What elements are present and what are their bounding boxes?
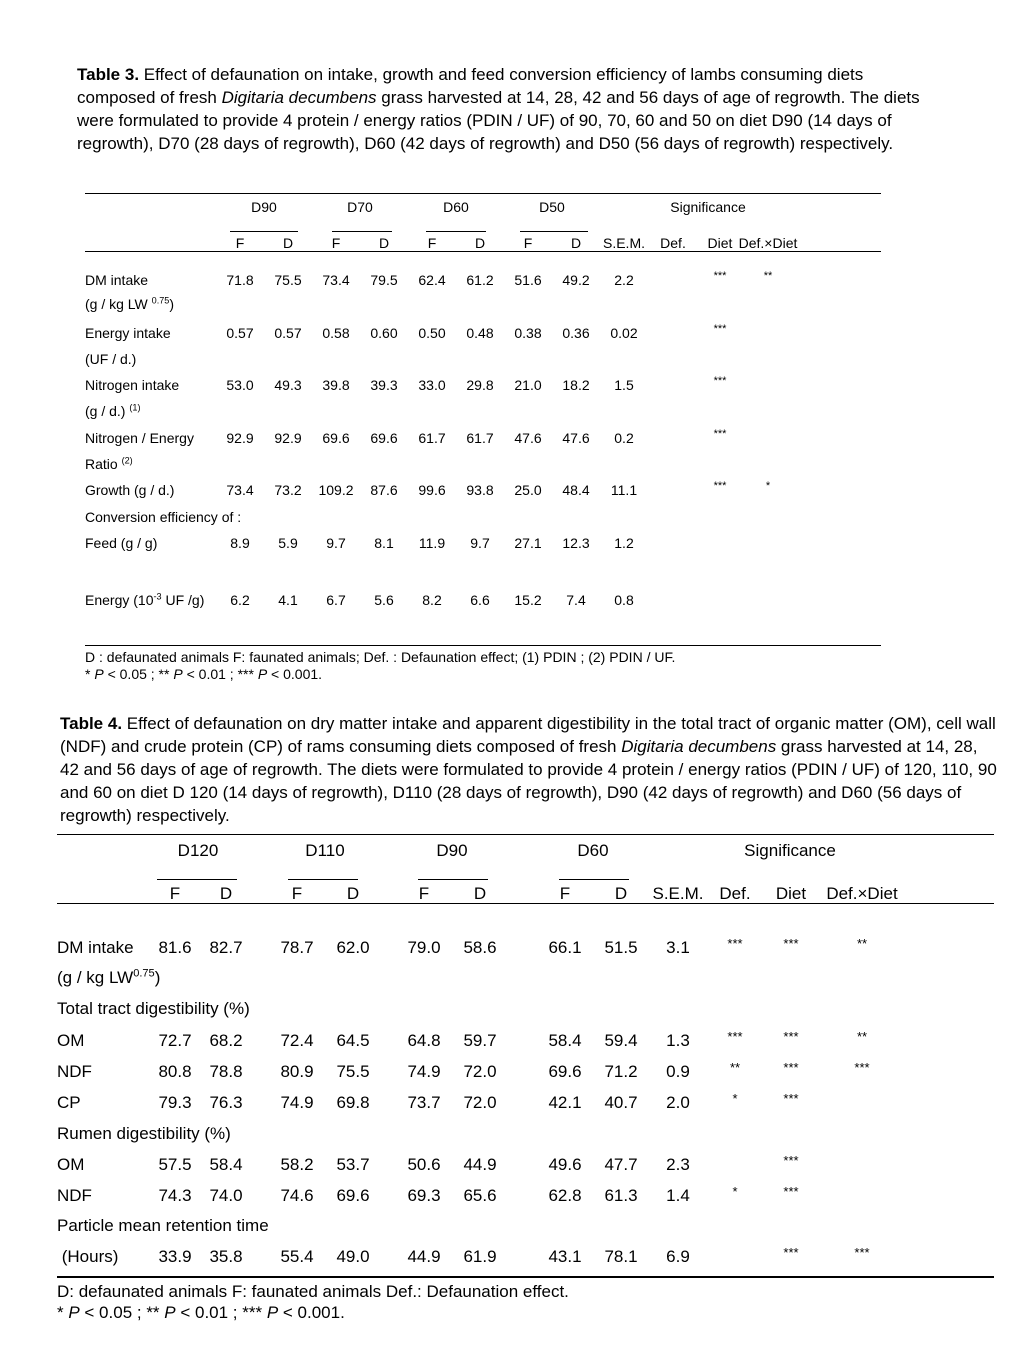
table3-caption-species: Digitaria decumbens: [221, 88, 377, 107]
table4-subheader: F: [559, 884, 571, 903]
table4-significance-defxdiet: ***: [854, 1245, 870, 1260]
table4-row-label: (Hours): [57, 1247, 119, 1266]
table4-significance-def: ***: [727, 936, 743, 951]
table4-cell: 64.8: [407, 1031, 441, 1050]
table4-row-label: CP: [57, 1093, 81, 1112]
table4-significance-def: *: [732, 1184, 738, 1199]
table4-cell: 58.6: [463, 938, 497, 957]
table3-cell: 62.4: [418, 272, 446, 288]
table3-subheader: D: [378, 235, 390, 251]
table4-cell: 69.3: [407, 1186, 441, 1205]
table3-subheader: S.E.M.: [602, 235, 646, 251]
table4-cell: 6.9: [666, 1247, 690, 1266]
table3-cell: 109.2: [318, 482, 354, 498]
table4-cell: 40.7: [604, 1093, 638, 1112]
table3-cell: 6.6: [470, 592, 490, 608]
table3-cell: 0.36: [562, 325, 590, 341]
table4-cell: 80.9: [280, 1062, 314, 1081]
table4-subheader: Diet: [775, 884, 807, 903]
table3-cell: 33.0: [418, 377, 446, 393]
table4-cell: 64.5: [336, 1031, 370, 1050]
table3-row-unit: Ratio $^{(2)}$: [85, 455, 133, 472]
table3-cell: 0.60: [370, 325, 398, 341]
table4-cell: 72.7: [158, 1031, 192, 1050]
table4-significance-diet: ***: [783, 1091, 799, 1106]
table3-group-d60: D60: [443, 199, 469, 215]
table4-cell: 47.7: [604, 1155, 638, 1174]
table3-group-underline: [520, 231, 588, 232]
table4-significance-diet: ***: [783, 1060, 799, 1075]
table3-cell: 6.7: [326, 592, 346, 608]
table3-cell: 2.2: [614, 272, 634, 288]
table3-row-label: Energy ($10^{-3}$ UF /g): [85, 591, 205, 608]
table3-cell: 61.7: [466, 430, 494, 446]
table4-subheader: D: [219, 884, 233, 903]
table3-cell: 69.6: [370, 430, 398, 446]
table4-cell: 78.8: [209, 1062, 243, 1081]
table4-group-underline: [157, 879, 237, 880]
table3-cell: 53.0: [226, 377, 254, 393]
table3-cell: 0.58: [322, 325, 350, 341]
table4-section-label: Particle mean retention time: [57, 1216, 269, 1235]
table4-significance-diet: ***: [783, 1245, 799, 1260]
table3-row-label: Growth (g / d.): [85, 482, 175, 498]
table4-group-d120: D120: [177, 841, 219, 860]
table3-group-underline: [332, 231, 392, 232]
table3-subheader: F: [523, 235, 533, 251]
table3-group-d90: D90: [251, 199, 277, 215]
table4-subheader: Def.×Diet: [826, 884, 898, 903]
table4-group-underline: [418, 879, 488, 880]
table3-cell: 9.7: [470, 535, 490, 551]
table3-row-unit: (g / kg LW $^{0.75}$): [85, 295, 175, 312]
table4-caption-species: Digitaria decumbens: [621, 737, 777, 756]
table4-subheader: F: [291, 884, 303, 903]
table4-cell: 58.4: [209, 1155, 243, 1174]
table3-cell: 11.9: [418, 535, 446, 551]
table4-cell: 65.6: [463, 1186, 497, 1205]
table3-row-label: Energy intake: [85, 325, 171, 341]
table3-subheader: Diet: [707, 235, 733, 251]
table3-significance-header: Significance: [670, 199, 746, 215]
table4-group-underline: [559, 879, 629, 880]
table4-cell: 78.7: [280, 938, 314, 957]
table3-subheader: F: [331, 235, 341, 251]
table3-cell: 15.2: [514, 592, 542, 608]
table3-cell: 49.3: [274, 377, 302, 393]
table4-significance-def: ***: [727, 1029, 743, 1044]
table4-cell: 42.1: [548, 1093, 582, 1112]
table4-significance-diet: ***: [783, 1153, 799, 1168]
table4-cell: 74.9: [407, 1062, 441, 1081]
table4-cell: 62.8: [548, 1186, 582, 1205]
table4-cell: 44.9: [463, 1155, 497, 1174]
table4-significance-defxdiet: **: [856, 936, 868, 951]
table3-subheader: F: [235, 235, 245, 251]
table3-cell: 5.6: [374, 592, 394, 608]
table3-subheader: D: [474, 235, 486, 251]
table4-cell: 79.3: [158, 1093, 192, 1112]
table3-cell: 75.5: [274, 272, 302, 288]
table3-row-label: Feed (g / g): [85, 535, 158, 551]
table4-subheader: S.E.M.: [652, 884, 704, 903]
table4-cell: 69.6: [548, 1062, 582, 1081]
table4-cell: 57.5: [158, 1155, 192, 1174]
table4-significance-def: *: [732, 1091, 738, 1106]
table3-cell: 29.8: [466, 377, 494, 393]
table4-cell: 71.2: [604, 1062, 638, 1081]
table3-cell: 73.2: [274, 482, 302, 498]
table3-cell: 25.0: [514, 482, 542, 498]
table4-top-rule: [57, 834, 994, 835]
table4-cell: 35.8: [209, 1247, 243, 1266]
table3-cell: 11.1: [610, 482, 638, 498]
table3-significance-defxdiet: **: [763, 270, 773, 282]
table3-cell: 1.2: [614, 535, 634, 551]
table3-subheader: D: [282, 235, 294, 251]
table3-cell: 8.2: [422, 592, 442, 608]
table3-cell: 27.1: [514, 535, 542, 551]
table4-cell: 50.6: [407, 1155, 441, 1174]
table4-cell: 3.1: [666, 938, 690, 957]
table4-caption: [60, 712, 1000, 827]
table4-group-d60: D60: [577, 841, 609, 860]
table4-row-label: DM intake: [57, 938, 134, 957]
table3-row-label: DM intake: [85, 272, 149, 288]
table3-significance-diet: ***: [713, 480, 727, 492]
table3-cell: 79.5: [370, 272, 398, 288]
table3-cell: 48.4: [562, 482, 590, 498]
table3-bottom-rule: [85, 645, 881, 646]
table3-group-underline: [230, 231, 298, 232]
table3-significance-diet: ***: [713, 375, 727, 387]
table4-cell: 49.0: [336, 1247, 370, 1266]
table3-cell: 93.8: [466, 482, 494, 498]
table3-cell: 49.2: [562, 272, 590, 288]
table4-significance-note: * P < 0.05 ; ** P < 0.01 ; *** P < 0.001.: [57, 1303, 345, 1322]
table3-cell: 0.02: [610, 325, 638, 341]
table3-cell: 47.6: [562, 430, 590, 446]
table4-cell: 44.9: [407, 1247, 441, 1266]
table4-row-label: NDF: [57, 1186, 92, 1205]
table3-cell: 6.2: [230, 592, 250, 608]
table3-subheader: F: [427, 235, 437, 251]
table3-cell: 39.3: [370, 377, 398, 393]
table3-cell: 5.9: [278, 535, 298, 551]
table4-cell: 82.7: [209, 938, 243, 957]
table3-cell: 92.9: [274, 430, 302, 446]
table4-significance-header: Significance: [744, 841, 836, 860]
table3-row-label: Nitrogen / Energy: [85, 430, 194, 446]
table3-caption-text-1: Effect of defaunation on intake, growth and feed conversion efficiency of lambs consuming diets composed of fresh: [77, 65, 864, 107]
table3-subheader: Def.: [660, 235, 686, 251]
table3-cell: 0.8: [614, 592, 634, 608]
table4-caption-label: Table 4.: [60, 714, 123, 733]
table3-cell: 69.6: [322, 430, 350, 446]
table4-cell: 68.2: [209, 1031, 243, 1050]
table4-significance-def: **: [729, 1060, 741, 1075]
table4-cell: 51.5: [604, 938, 638, 957]
table4-cell: 72.0: [463, 1093, 497, 1112]
table3-cell: 8.9: [230, 535, 250, 551]
table4-subheader: D: [473, 884, 487, 903]
table4-row-label: NDF: [57, 1062, 92, 1081]
table3-cell: 21.0: [514, 377, 542, 393]
table3-significance-note: * P < 0.05 ; ** P < 0.01 ; *** P < 0.001.: [85, 666, 323, 682]
table4-cell: 53.7: [336, 1155, 370, 1174]
table3-caption: [77, 63, 937, 155]
table3-significance-diet: ***: [713, 323, 727, 335]
table4-subheader: F: [169, 884, 181, 903]
table4-subheader: D: [614, 884, 628, 903]
table4-cell: 73.7: [407, 1093, 441, 1112]
table3-cell: 71.8: [226, 272, 254, 288]
table3-cell: 92.9: [226, 430, 254, 446]
table4-caption-text-2: grass harvested at 14, 28, 42 and 56 days of age of regrowth. The diets were formulated to provide 4 protein / energy ratios (PDIN / UF) of 120, 110, 90 and 60 on diet D 120 (14 days of regrowth), D110 (28 days of regrowth), D90 (42 days of regrowth) and D60 (56 days of regrowth) respectively.: [60, 737, 997, 825]
table4-cell: 78.1: [604, 1247, 638, 1266]
table3-header-rule: [85, 251, 881, 252]
table4-cell: 72.0: [463, 1062, 497, 1081]
table4-significance-defxdiet: **: [856, 1029, 868, 1044]
table3-cell: 61.7: [418, 430, 446, 446]
table4-section-label: Total tract digestibility (%): [57, 999, 250, 1018]
table3-cell: 9.7: [326, 535, 346, 551]
table3-group-d70: D70: [347, 199, 373, 215]
table3-cell: 51.6: [514, 272, 542, 288]
table4-cell: 74.9: [280, 1093, 314, 1112]
table3-group-d50: D50: [539, 199, 565, 215]
table4-cell: 74.0: [209, 1186, 243, 1205]
table3-group-underline: [426, 231, 486, 232]
table3-significance-diet: ***: [713, 428, 727, 440]
table3-top-rule: [85, 193, 881, 194]
table4-bottom-rule: [57, 1276, 994, 1278]
table3-cell: 18.2: [562, 377, 590, 393]
table3-cell: 7.4: [566, 592, 586, 608]
table4-cell: 43.1: [548, 1247, 582, 1266]
table4-cell: 72.4: [280, 1031, 314, 1050]
table4-cell: 1.4: [666, 1186, 690, 1205]
table4-cell: 79.0: [407, 938, 441, 957]
table4-cell: 81.6: [158, 938, 192, 957]
table4-cell: 61.3: [604, 1186, 638, 1205]
table3-section-label: Conversion efficiency of :: [85, 509, 242, 525]
table4-cell: 33.9: [158, 1247, 192, 1266]
table4-header-rule: [57, 903, 994, 904]
table4-cell: 2.3: [666, 1155, 690, 1174]
table3-cell: 47.6: [514, 430, 542, 446]
table3-cell: 73.4: [226, 482, 254, 498]
table4-row-unit: (g / kg $LW^{0.75}$): [57, 967, 161, 987]
table4-group-d110: D110: [305, 841, 345, 860]
table4-row-label: OM: [57, 1031, 85, 1050]
table3-cell: 0.50: [418, 325, 446, 341]
table4-cell: 62.0: [336, 938, 370, 957]
table4-cell: 59.7: [463, 1031, 497, 1050]
table4-group-underline: [288, 879, 358, 880]
table4-subheader: Def.: [719, 884, 751, 903]
table4-significance-diet: ***: [783, 936, 799, 951]
table4-subheader: D: [346, 884, 360, 903]
table3-cell: 0.2: [614, 430, 634, 446]
table3-cell: 0.57: [226, 325, 254, 341]
table4-row-label: OM: [57, 1155, 85, 1174]
table4-cell: 55.4: [280, 1247, 314, 1266]
table3-cell: 1.5: [614, 377, 634, 393]
table4-cell: 69.8: [336, 1093, 370, 1112]
table3-cell: 87.6: [370, 482, 398, 498]
table4-significance-defxdiet: ***: [854, 1060, 870, 1075]
table3-caption-text-2: grass harvested at 14, 28, 42 and 56 days of age of regrowth. The diets were formulated to provide 4 protein / energy ratios (PDIN / UF) of 90, 70, 60 and 50 on diet D90 (14 days of regrowth), D70 (28 days of regrowth), D60 (42 days of regrowth) and D50 (56 days of regrowth) respectively.: [77, 88, 920, 153]
table4-cell: 61.9: [463, 1247, 497, 1266]
table4-cell: 58.2: [280, 1155, 314, 1174]
table3-significance-defxdiet: *: [765, 480, 771, 492]
table3-cell: 12.3: [562, 535, 590, 551]
table3-significance-diet: ***: [713, 270, 727, 282]
table4-cell: 0.9: [666, 1062, 690, 1081]
table4-cell: 74.6: [280, 1186, 314, 1205]
table4-section-label: Rumen digestibility (%): [57, 1124, 231, 1143]
table3-cell: 0.38: [514, 325, 542, 341]
table4-cell: 80.8: [158, 1062, 192, 1081]
table4-footnote: D: defaunated animals F: faunated animals Def.: Defaunation effect.: [57, 1282, 569, 1301]
table4-cell: 69.6: [336, 1186, 370, 1205]
table4-cell: 59.4: [604, 1031, 638, 1050]
table3-cell: 0.48: [466, 325, 494, 341]
table4-cell: 75.5: [336, 1062, 370, 1081]
table4-cell: 66.1: [548, 938, 582, 957]
table4-cell: 49.6: [548, 1155, 582, 1174]
table4-significance-diet: ***: [783, 1184, 799, 1199]
table3-row-unit: (UF / d.): [85, 351, 137, 367]
table4-cell: 2.0: [666, 1093, 690, 1112]
table4-cell: 76.3: [209, 1093, 243, 1112]
table4-subheader: F: [418, 884, 430, 903]
table4-caption-text-1: Effect of defaunation on dry matter intake and apparent digestibility in the total tract of organic matter (OM), cell wall (NDF) and crude protein (CP) of rams consuming diets composed of fresh: [60, 714, 996, 756]
table4-cell: 74.3: [158, 1186, 192, 1205]
table3-cell: 73.4: [322, 272, 350, 288]
table3-footnote: D : defaunated animals F: faunated animals; Def. : Defaunation effect; (1) PDIN ; (2) PDIN / UF.: [85, 649, 676, 665]
table3-subheader: Def.×Diet: [738, 235, 798, 251]
table3-cell: 39.8: [322, 377, 350, 393]
table3-cell: 61.2: [466, 272, 494, 288]
table3-caption-label: Table 3.: [77, 65, 140, 84]
table3-cell: 4.1: [278, 592, 298, 608]
table3-cell: 0.57: [274, 325, 302, 341]
table3-subheader: D: [570, 235, 582, 251]
table4-cell: 58.4: [548, 1031, 582, 1050]
table3-row-unit: (g / d.) $^{(1)}$: [85, 402, 141, 419]
table4-significance-diet: ***: [783, 1029, 799, 1044]
table3-cell: 99.6: [418, 482, 446, 498]
table3-cell: 8.1: [374, 535, 394, 551]
table4-cell: 1.3: [666, 1031, 690, 1050]
table4-group-d90: D90: [436, 841, 468, 860]
table3-row-label: Nitrogen intake: [85, 377, 180, 393]
